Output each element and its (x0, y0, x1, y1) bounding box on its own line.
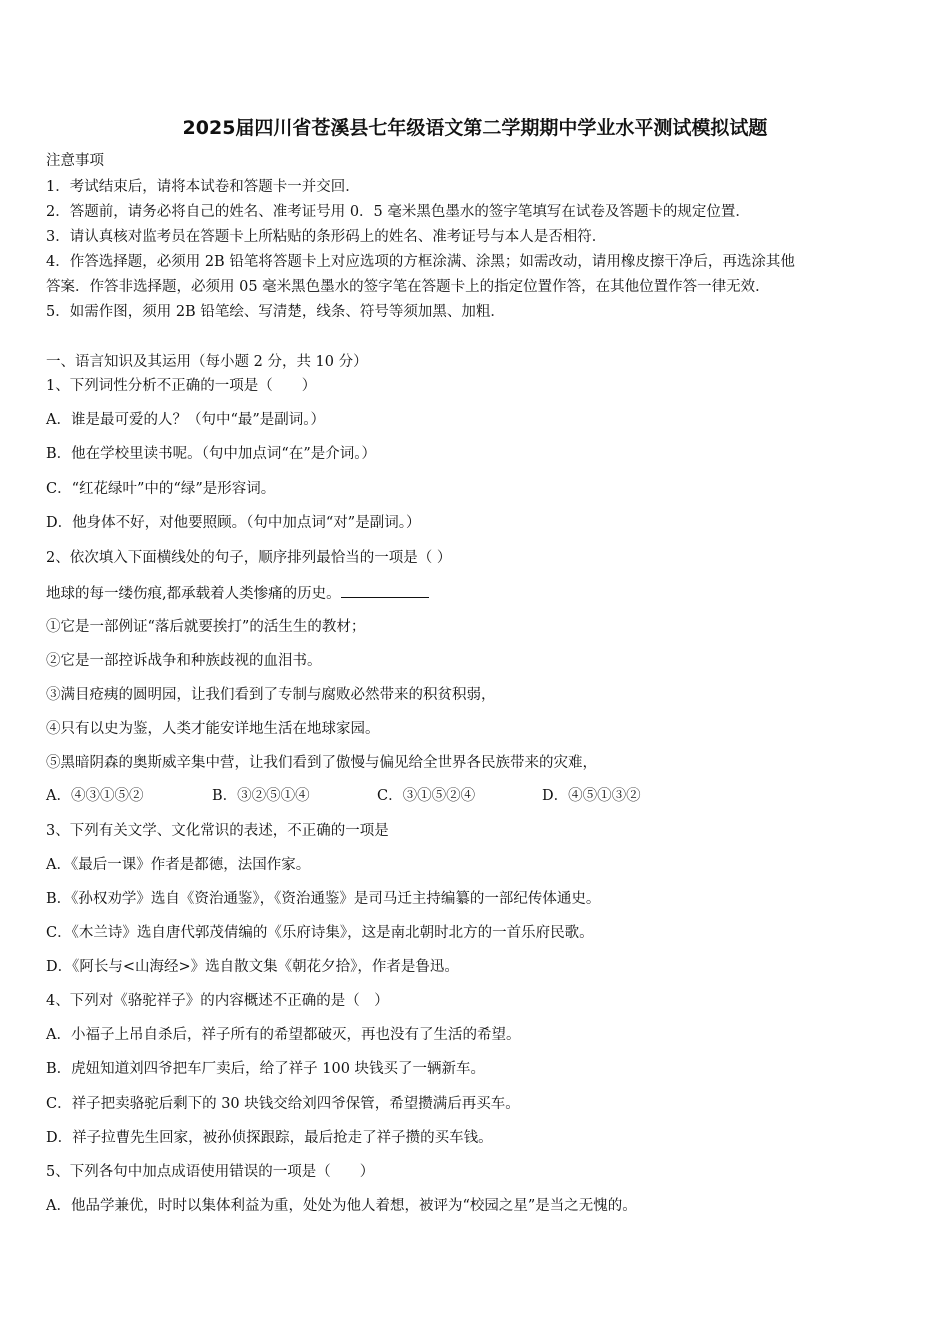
q2-sentence-5: ⑤黑暗阴森的奥斯威辛集中营，让我们看到了傲慢与偏见给全世界各民族带来的灾难， (46, 755, 597, 771)
notice-heading: 注意事项 (46, 153, 104, 169)
q2-sentence-2: ②它是一部控诉战争和种族歧视的血泪书。 (46, 653, 322, 669)
notice-item-4: 4．作答选择题，必须用 2B 铅笔将答题卡上对应选项的方框涂满、涂黑；如需改动，请用橡皮擦干净后，再选涂其他 (46, 254, 795, 270)
q1-option-b: B．他在学校里读书呢。（句中加点词“在”是介词。） (46, 446, 376, 462)
q5-option-a: A．他品学兼优，时时以集体利益为重，处处为他人着想，被评为“校园之星”是当之无愧的。 (46, 1198, 637, 1214)
q2-stem: 2、依次填入下面横线处的句子，顺序排列最恰当的一项是（ ） (46, 550, 452, 566)
q4-option-c: C．祥子把卖骆驼后剩下的 30 块钱交给刘四爷保管，希望攒满后再买车。 (46, 1096, 520, 1112)
q4-stem: 4、下列对《骆驼祥子》的内容概述不正确的是（ ） (46, 993, 389, 1009)
notice-item-3: 3．请认真核对监考员在答题卡上所粘贴的条形码上的姓名、准考证号与本人是否相符． (46, 229, 607, 245)
q2-lead-text: 地球的每一缕伤痕,都承载着人类惨痛的历史。 (46, 586, 341, 602)
notice-item-5: 5．如需作图，须用 2B 铅笔绘、写清楚，线条、符号等须加黑、加粗． (46, 304, 505, 320)
q3-option-c: C．《木兰诗》选自唐代郭茂倩编的《乐府诗集》，这是南北朝时北方的一首乐府民歌。 (46, 925, 594, 941)
q2-option-d: D．④⑤①③② (542, 788, 641, 804)
q3-option-b: B．《孙权劝学》选自《资治通鉴》，《资治通鉴》是司马迁主持编纂的一部纪传体通史。 (46, 891, 601, 907)
q2-option-c: C．③①⑤②④ (377, 788, 476, 804)
notice-item-1: 1．考试结束后，请将本试卷和答题卡一并交回． (46, 179, 360, 195)
section1-heading: 一、语言知识及其运用（每小题 2 分，共 10 分） (46, 354, 368, 370)
q4-option-a: A．小福子上吊自杀后，祥子所有的希望都破灭，再也没有了生活的希望。 (46, 1027, 521, 1043)
q3-option-d: D．《阿长与<山海经>》选自散文集《朝花夕拾》，作者是鲁迅。 (46, 959, 459, 975)
q4-option-b: B．虎妞知道刘四爷把车厂卖后，给了祥子 100 块钱买了一辆新车。 (46, 1061, 486, 1077)
answer-blank (341, 583, 429, 598)
q2-option-b: B．③②⑤①④ (212, 788, 310, 804)
q3-stem: 3、下列有关文学、文化常识的表述，不正确的一项是 (46, 823, 389, 839)
q5-stem: 5、下列各句中加点成语使用错误的一项是（ ） (46, 1164, 375, 1180)
q1-option-c: C．“红花绿叶”中的“绿”是形容词。 (46, 481, 276, 497)
q2-option-a: A．④③①⑤② (46, 788, 144, 804)
q2-sentence-4: ④只有以史为鉴，人类才能安详地生活在地球家园。 (46, 721, 380, 737)
q1-stem: 1、下列词性分析不正确的一项是（ ） (46, 378, 317, 394)
q2-lead (46, 583, 429, 604)
notice-item-4-cont: 答案．作答非选择题，必须用 05 毫米黑色墨水的签字笔在答题卡上的指定位置作答，在其他位置作答一律无效． (46, 279, 770, 295)
q1-option-a: A．谁是最可爱的人？（句中“最”是副词。） (46, 412, 326, 428)
q2-sentence-1: ①它是一部例证“落后就要挨打”的活生生的教材； (46, 619, 366, 635)
q3-option-a: A．《最后一课》作者是都德，法国作家。 (46, 857, 311, 873)
q2-sentence-3: ③满目疮痍的圆明园，让我们看到了专制与腐败必然带来的积贫积弱， (46, 687, 496, 703)
notice-item-2: 2．答题前，请务必将自己的姓名、准考证号用 0．5 毫米黑色墨水的签字笔填写在试卷及答题卡的规定位置． (46, 204, 750, 220)
q1-option-d: D．他身体不好，对他要照顾。（句中加点词“对”是副词。） (46, 515, 421, 531)
q4-option-d: D．祥子拉曹先生回家，被孙侦探跟踪，最后抢走了祥子攒的买车钱。 (46, 1130, 493, 1146)
page-title: 2025届四川省苍溪县七年级语文第二学期期中学业水平测试模拟试题 (182, 117, 768, 139)
